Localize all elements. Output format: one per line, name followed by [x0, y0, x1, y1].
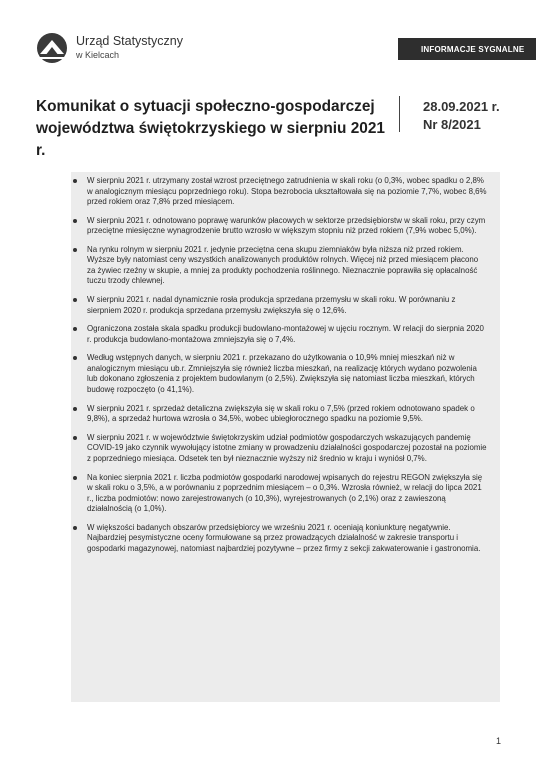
- list-item: W sierpniu 2021 r. nadal dynamicznie rosła produkcja sprzedana przemysłu w skali roku. W porównaniu z sierpniem 2020 r. produkcja sprzedana przemysłu zwiększyła się o 12,6%.: [71, 295, 488, 316]
- bullet-icon: [73, 356, 77, 360]
- list-item: W większości badanych obszarów przedsiębiorcy we wrześniu 2021 r. oceniają koniunkturę negatywnie. Najbardziej pesymistyczne oceny formułowane są przez prowadzących działalność w zakresie transportu i gospodarki magazynowej, natomiast najbardziej pozytywne – przez firmy z sekcji zakwaterowanie i gastronomia.: [71, 523, 488, 555]
- bullet-icon: [73, 407, 77, 411]
- title-line-1: Komunikat o sytuacji społeczno-gospodarczej: [36, 98, 375, 115]
- bullet-icon: [73, 476, 77, 480]
- bullet-icon: [73, 298, 77, 302]
- logo-name: Urząd Statystyczny: [76, 34, 183, 48]
- summary-list: [71, 176, 488, 562]
- bullet-icon: [73, 436, 77, 440]
- category-tag: INFORMACJE SYGNALNE: [398, 38, 536, 60]
- list-item: Na rynku rolnym w sierpniu 2021 r. jedynie przeciętna cena skupu ziemniaków była niższa niż przed rokiem. Wyższe były natomiast ceny wszystkich analizowanych produktów rolnych. Więcej niż przed miesiącem płacono za żywiec rzeźny w skupie, a mniej za produkty pochodzenia roślinnego. Nieznacznie poprawiła się opłacalność tuczu trzody chlewnej.: [71, 245, 488, 287]
- list-item: Ograniczona została skala spadku produkcji budowlano-montażowej w ujęciu rocznym. W relacji do sierpnia 2020 r. produkcja budowlano-montażowa zmniejszyła się o 7,4%.: [71, 324, 488, 345]
- bullet-icon: [73, 526, 77, 530]
- page-number: 1: [496, 736, 502, 746]
- list-item: Na koniec sierpnia 2021 r. liczba podmiotów gospodarki narodowej wpisanych do rejestru REGON zwiększyła się w skali roku o 3,5%, a w porównaniu z poprzednim miesiącem – o 0,3%. Wzrosła również, w relacji do lipca 2021 r., liczba podmiotów: nowo zarejestrowanych (o 10,3%), wyrejestrowanych (o 2,1%) oraz z zawieszoną działalnością (o 1,0%).: [71, 473, 488, 515]
- title-divider: [399, 96, 400, 132]
- list-item: W sierpniu 2021 r. odnotowano poprawę warunków płacowych w sektorze przedsiębiorstw w skali roku, przy czym przeciętne miesięczne wynagrodzenie brutto wzrosło w większym stopniu niż przed rokiem (7,9% wobec 5,0%).: [71, 216, 488, 237]
- logo-icon: [36, 32, 68, 64]
- summary-panel: [71, 172, 500, 702]
- issue-number: Nr 8/2021: [423, 117, 481, 132]
- bullet-icon: [73, 327, 77, 331]
- logo-location: w Kielcach: [76, 50, 120, 60]
- logo: [36, 30, 183, 70]
- title-line-2: województwa świętokrzyskiego w sierpniu 2021 r.: [36, 120, 385, 159]
- bullet-icon: [73, 179, 77, 183]
- list-item: W sierpniu 2021 r. sprzedaż detaliczna zwiększyła się w skali roku o 7,5% (przed rokiem odnotowano spadek o 9,8%), a sprzedaż hurtowa wzrosła o 34,5%, wobec ubiegłorocznego spadku na poziomie 9,5%.: [71, 404, 488, 425]
- bullet-icon: [73, 248, 77, 252]
- list-item: W sierpniu 2021 r. w województwie świętokrzyskim udział podmiotów gospodarczych wskazujących pandemię COVID-19 jako czynnik wywołujący istotne zmiany w prowadzeniu działalności gospodarczej pozostał na poziomie z poprzedniego miesiąca. Odsetek ten był nieznacznie wyższy niż średnio w kraju i wyniósł 0,7%.: [71, 433, 488, 465]
- list-item: Według wstępnych danych, w sierpniu 2021 r. przekazano do użytkowania o 10,9% mniej mieszkań niż w analogicznym miesiącu ub.r. Zmniejszyła się również liczba mieszkań, na realizację których wydano pozwolenia lub dokonano zgłoszenia z projektem budowlanym (o 2,5%). Zwiększyła się natomiast liczba mieszkań, których budowę rozpoczęto (o 41,1%).: [71, 353, 488, 395]
- list-item: W sierpniu 2021 r. utrzymany został wzrost przeciętnego zatrudnienia w skali roku (o 0,3%, wobec spadku o 2,8% w analogicznym miesiącu poprzedniego roku). Stopa bezrobocia ukształtowała się na poziomie 7,7%, wobec 8,6% przed rokiem oraz 7,8% przed miesiącem.: [71, 176, 488, 208]
- bullet-icon: [73, 219, 77, 223]
- document-title: [36, 96, 391, 162]
- publication-date: 28.09.2021 r.: [423, 99, 500, 114]
